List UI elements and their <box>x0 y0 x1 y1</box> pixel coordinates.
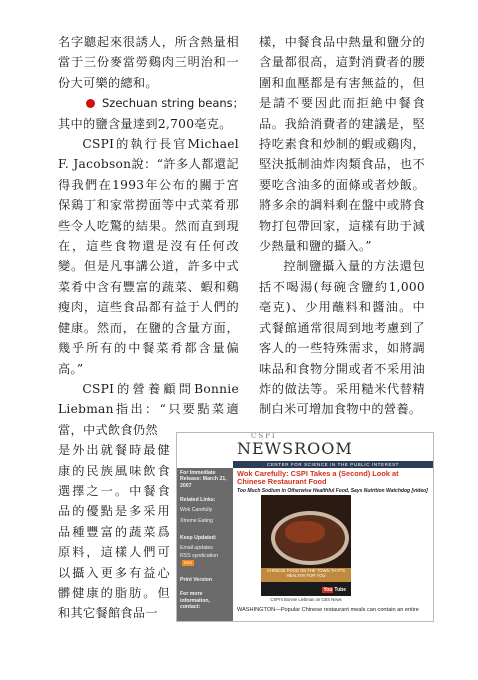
newsroom-sidebar <box>177 468 233 621</box>
newsroom-logo-text: NEWSROOM <box>237 439 353 458</box>
email-updates-link[interactable]: Email updates <box>180 544 213 551</box>
youtube-logo-you: You <box>323 587 333 593</box>
newsroom-bar: CENTER FOR SCIENCE IN THE PUBLIC INTEREST <box>233 461 433 468</box>
food-image <box>285 521 325 543</box>
newsroom-screenshot <box>176 432 434 622</box>
newsroom-logo <box>237 432 353 458</box>
newsroom-header <box>177 433 433 461</box>
left-paragraph-2: 其中的鹽含量達到2,700亳克。 <box>58 116 232 131</box>
article-lead: WASHINGTON—Popular Chinese restaurant meals can contain an entire <box>237 607 419 613</box>
keep-updated-heading: Keep Updated: <box>180 535 217 542</box>
right-paragraph-1: 樣，中餐食品中熱量和鹽分的含量都很高，這對消費者的腰圍和血壓都是有害無益的，但是請不要因此而拒絶中餐食品。我給消費者的建議是，堅持吃素食和炒制的蝦或鷄肉，堅決抵制油炸肉類食品，也不要吃含油多的面條或者炒飯。將多余的調料剩在盤中或將食物打包帶回家，這樣有助于減少熱量和鹽的攝入。” <box>259 35 425 254</box>
left-paragraph-4: CSPI的營養顧問Bonnie Liebman指出：“只要點菜適當，中式飲食仍然 <box>58 381 239 437</box>
newsroom-main <box>237 470 429 495</box>
video-label: CSPI's Bonnie Liebman on CBS News <box>270 597 342 602</box>
bullet-item <box>58 93 245 113</box>
bullet-dot-icon <box>86 99 95 108</box>
right-paragraph-2: 控制鹽攝入量的方法還包括不喝湯(每碗含鹽約1,000亳克)、少用蘸料和醬油。中式餐館通常很周到地考慮到了客人的一些特殊需求，如將調味品和食物分開或者不采用油炸的做法等。采用糙米代替精制白米可增加食物中的營養。 <box>259 259 425 417</box>
print-version-link[interactable]: Print Version <box>180 577 212 584</box>
rss-link[interactable] <box>177 552 233 567</box>
article-title: Wok Carefully: CSPI Takes a (Second) Look at Chinese Restaurant Food <box>237 469 399 487</box>
youtube-logo-icon <box>322 587 347 593</box>
rss-label: RSS syndication <box>180 553 219 560</box>
more-info: For more information, contact: <box>180 591 210 611</box>
related-link-2[interactable]: Xtreme Eating <box>180 518 213 525</box>
release-date: For Immediate Release: March 21, 2007 <box>180 470 227 489</box>
video-player[interactable] <box>261 495 351 596</box>
rss-icon: RSS <box>184 559 193 565</box>
right-column <box>259 32 425 420</box>
video-caption: CHINESE FOOD ON THE TOWN THAT'S HEALTHY FOR YOU <box>261 568 351 582</box>
left-paragraph-5: 是外出就餐時最健康的民族風味飲食選擇之一。中餐食品的優點是多采用品種豐富的蔬菜爲原料，這樣人們可以攝入更多有益心髒健康的脂肪。但和其它餐館食品一 <box>58 443 170 621</box>
left-paragraph-1: 名字聽起來很誘人，所含熱量相當于三份麥當勞鷄肉三明治和一份大可樂的總和。 <box>58 35 239 90</box>
youtube-logo-tube: Tube <box>334 587 346 593</box>
related-link-1[interactable]: Wok Carefully <box>180 506 213 513</box>
left-paragraph-3: CSPI的執行長官Michael F. Jacobson說：“許多人都還記得我們在1993年公布的關于宮保鶏丁和家常撈面等中式菜肴那些令人吃驚的結果。然而直到現在，這些食物還是沒有任何改變。但是凡事講公道，許多中式菜肴中含有豐富的蔬菜、蝦和鷄瘦肉，這些食品都有益于人們的健康。然而，在鹽的含量方面，幾乎所有的中餐菜肴都含量偏高。” <box>58 137 239 376</box>
related-links-heading: Related Links: <box>180 497 216 504</box>
bullet-dish-name: Szechuan string beans； <box>102 96 245 111</box>
article-subtitle: Too Much Sodium in Otherwise Healthful Food, Says Nutrition Watchdog [video] <box>237 487 428 494</box>
newsroom-logo-small: CSPI <box>251 432 277 440</box>
